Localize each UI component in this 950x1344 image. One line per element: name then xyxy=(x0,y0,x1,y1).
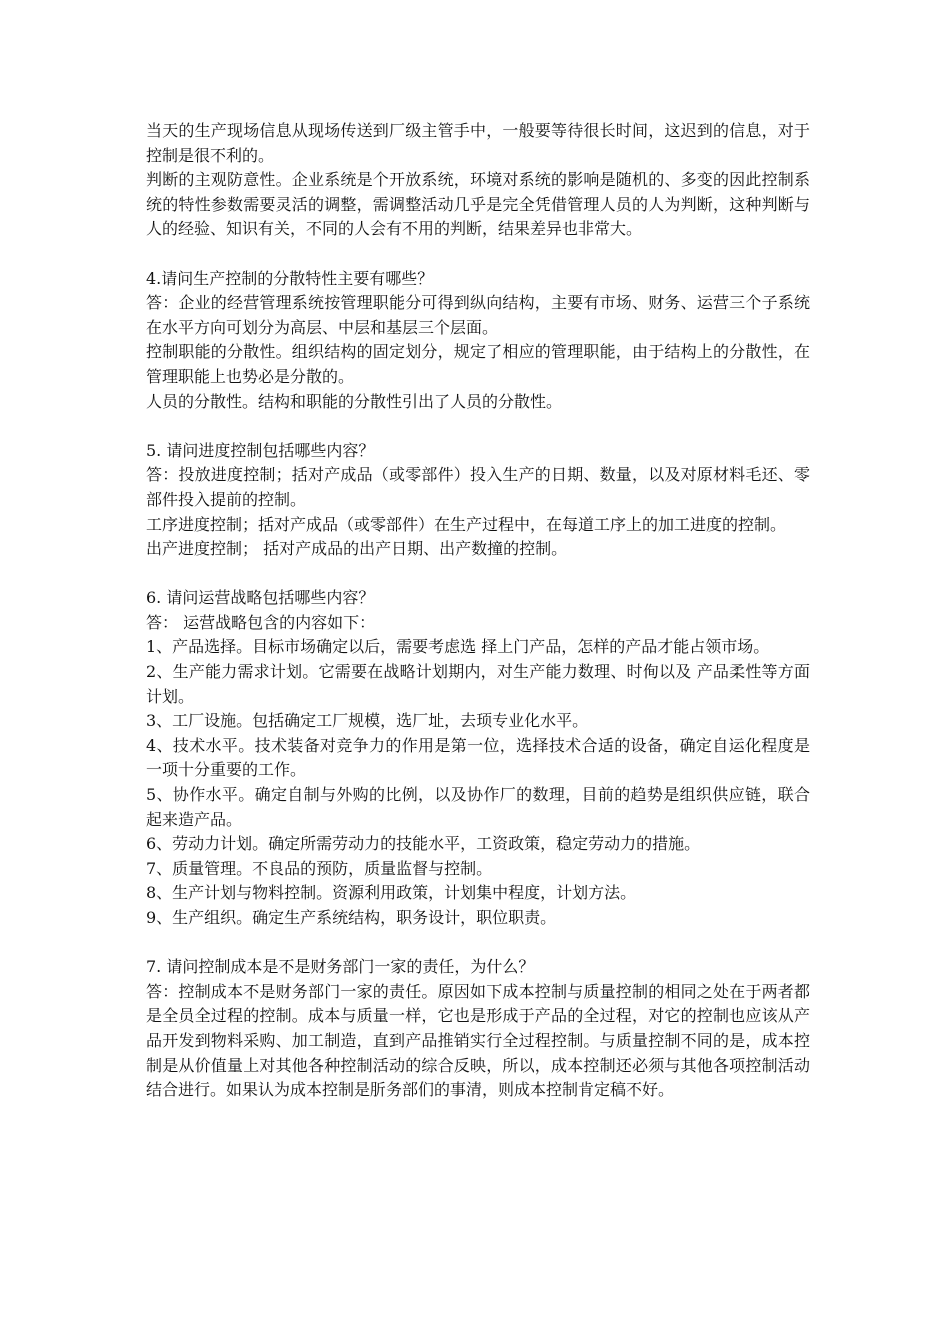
paragraph-gap xyxy=(146,562,810,587)
answer-4-function-dispersion: 控制职能的分散性。组织结构的固定划分，规定了相应的管理职能，由于结构上的分散性，在管理职能上也势必是分散的。 xyxy=(146,342,810,386)
paragraph-gap xyxy=(146,414,810,439)
answer-5-process-progress: 工序进度控制；括对产成品（或零部件）在生产过程中，在每道工序上的加工进度的控制。 xyxy=(146,514,787,534)
answer-6-item-2: 2、生产能力需求计划。它需要在战略计划期内，对生产能力数理、时侚以及 产品柔性等方面计划。 xyxy=(146,662,810,706)
answer-6-item-9: 9、生产组织。确定生产系统结构，职务设计，职位职责。 xyxy=(146,908,557,927)
answer-6-item-4: 4、技术水平。技术装备对竞争力的作用是第一位，选择技术合适的设备，确定自运化程度是一项十分重要的工作。 xyxy=(146,735,810,780)
paragraph-subjective-judgment: 判断的主观防意性。企业系统是个开放系统，环境对系统的影响是随机的、多变的因此控制系统的特性参数需要灵活的调整，需调整活动几乎是完全凭借管理人员的人为判断，这种判断与人的经验、知识有关，不同的人会有不用的判断，结果差异也非常大。 xyxy=(146,170,810,239)
answer-4-staff-dispersion: 人员的分散性。结构和职能的分散性引出了人员的分散性。 xyxy=(146,391,563,411)
answer-6-intro: 答： 运营战略包含的内容如下： xyxy=(146,612,376,632)
answer-4-structure: 答：企业的经营管理系统按管理职能分可得到纵向结构，主要有市场、财务、运营三个子系统在水平方向可划分为高层、中层和基层三个层面。 xyxy=(146,293,810,337)
answer-6-item-8: 8、生产计划与物料控制。资源利用政策，计划集中程度，计划方法。 xyxy=(146,883,637,903)
answer-7: 答：控制成本不是财务部门一家的责任。原因如下成本控制与质量控制的相同之处在于两者都是全员全过程的控制。成本与质量一样，它也是形成于产品的全过程，对它的控制也应该从产品开发到物料采购、加工制造，直到产品推销实行全过程控制。与质量控制不同的是，成本控制是从价值量上对其他各种控制活动的综合反映，所以，成本控制还必须与其他各项控制活动结合进行。如果认为成本控制是肵务部们的事清，则成本控制肯定稿不好。 xyxy=(146,981,810,1100)
answer-6-item-7: 7、质量管理。不良品的预防，质量监督与控制。 xyxy=(146,858,493,878)
paragraph-gap xyxy=(146,931,810,956)
answer-5-output-progress: 出产进度控制； 括对产成品的出产日期、出产数撞的控制。 xyxy=(146,539,568,559)
question-6: 6. 请问运营战略包括哪些内容？ xyxy=(146,588,375,608)
answer-5-input-progress: 答：投放进度控制；括对产成品（或零部件）投入生产的日期、数量，以及对原材料毛还、零部件投入提前的控制。 xyxy=(146,465,810,509)
answer-6-item-1: 1、产品选择。目标市场确定以后，需要考虑选 择上门产品，怎样的产品才能占领市场。 xyxy=(146,637,770,657)
answer-6-item-3: 3、工厂设施。包括确定工厂规模，选厂址，去顼专业化水平。 xyxy=(146,711,589,731)
answer-6-item-5: 5、协作水平。确定自制与外购的比例，以及协作厂的数理，目前的趋势是组织供应链，联合起来造产品。 xyxy=(146,785,810,829)
document-body xyxy=(146,119,810,1103)
question-5: 5. 请问进度控制包括哪些内容？ xyxy=(146,440,375,460)
question-7: 7. 请问控制成本是不是财务部门一家的责任，为什么？ xyxy=(146,957,535,977)
paragraph-info-delay: 当天的生产现场信息从现场传送到厂级主管手中，一般要等待很长时间，这迟到的信息，对于控制是很不利的。 xyxy=(146,121,810,165)
answer-6-item-6: 6、劳动力计划。确定所需劳动力的技能水平，工资政策，稳定劳动力的措施。 xyxy=(146,834,701,854)
paragraph-gap xyxy=(146,242,810,267)
question-4: 4.请问生产控制的分散特性主要有哪些？ xyxy=(146,268,434,288)
